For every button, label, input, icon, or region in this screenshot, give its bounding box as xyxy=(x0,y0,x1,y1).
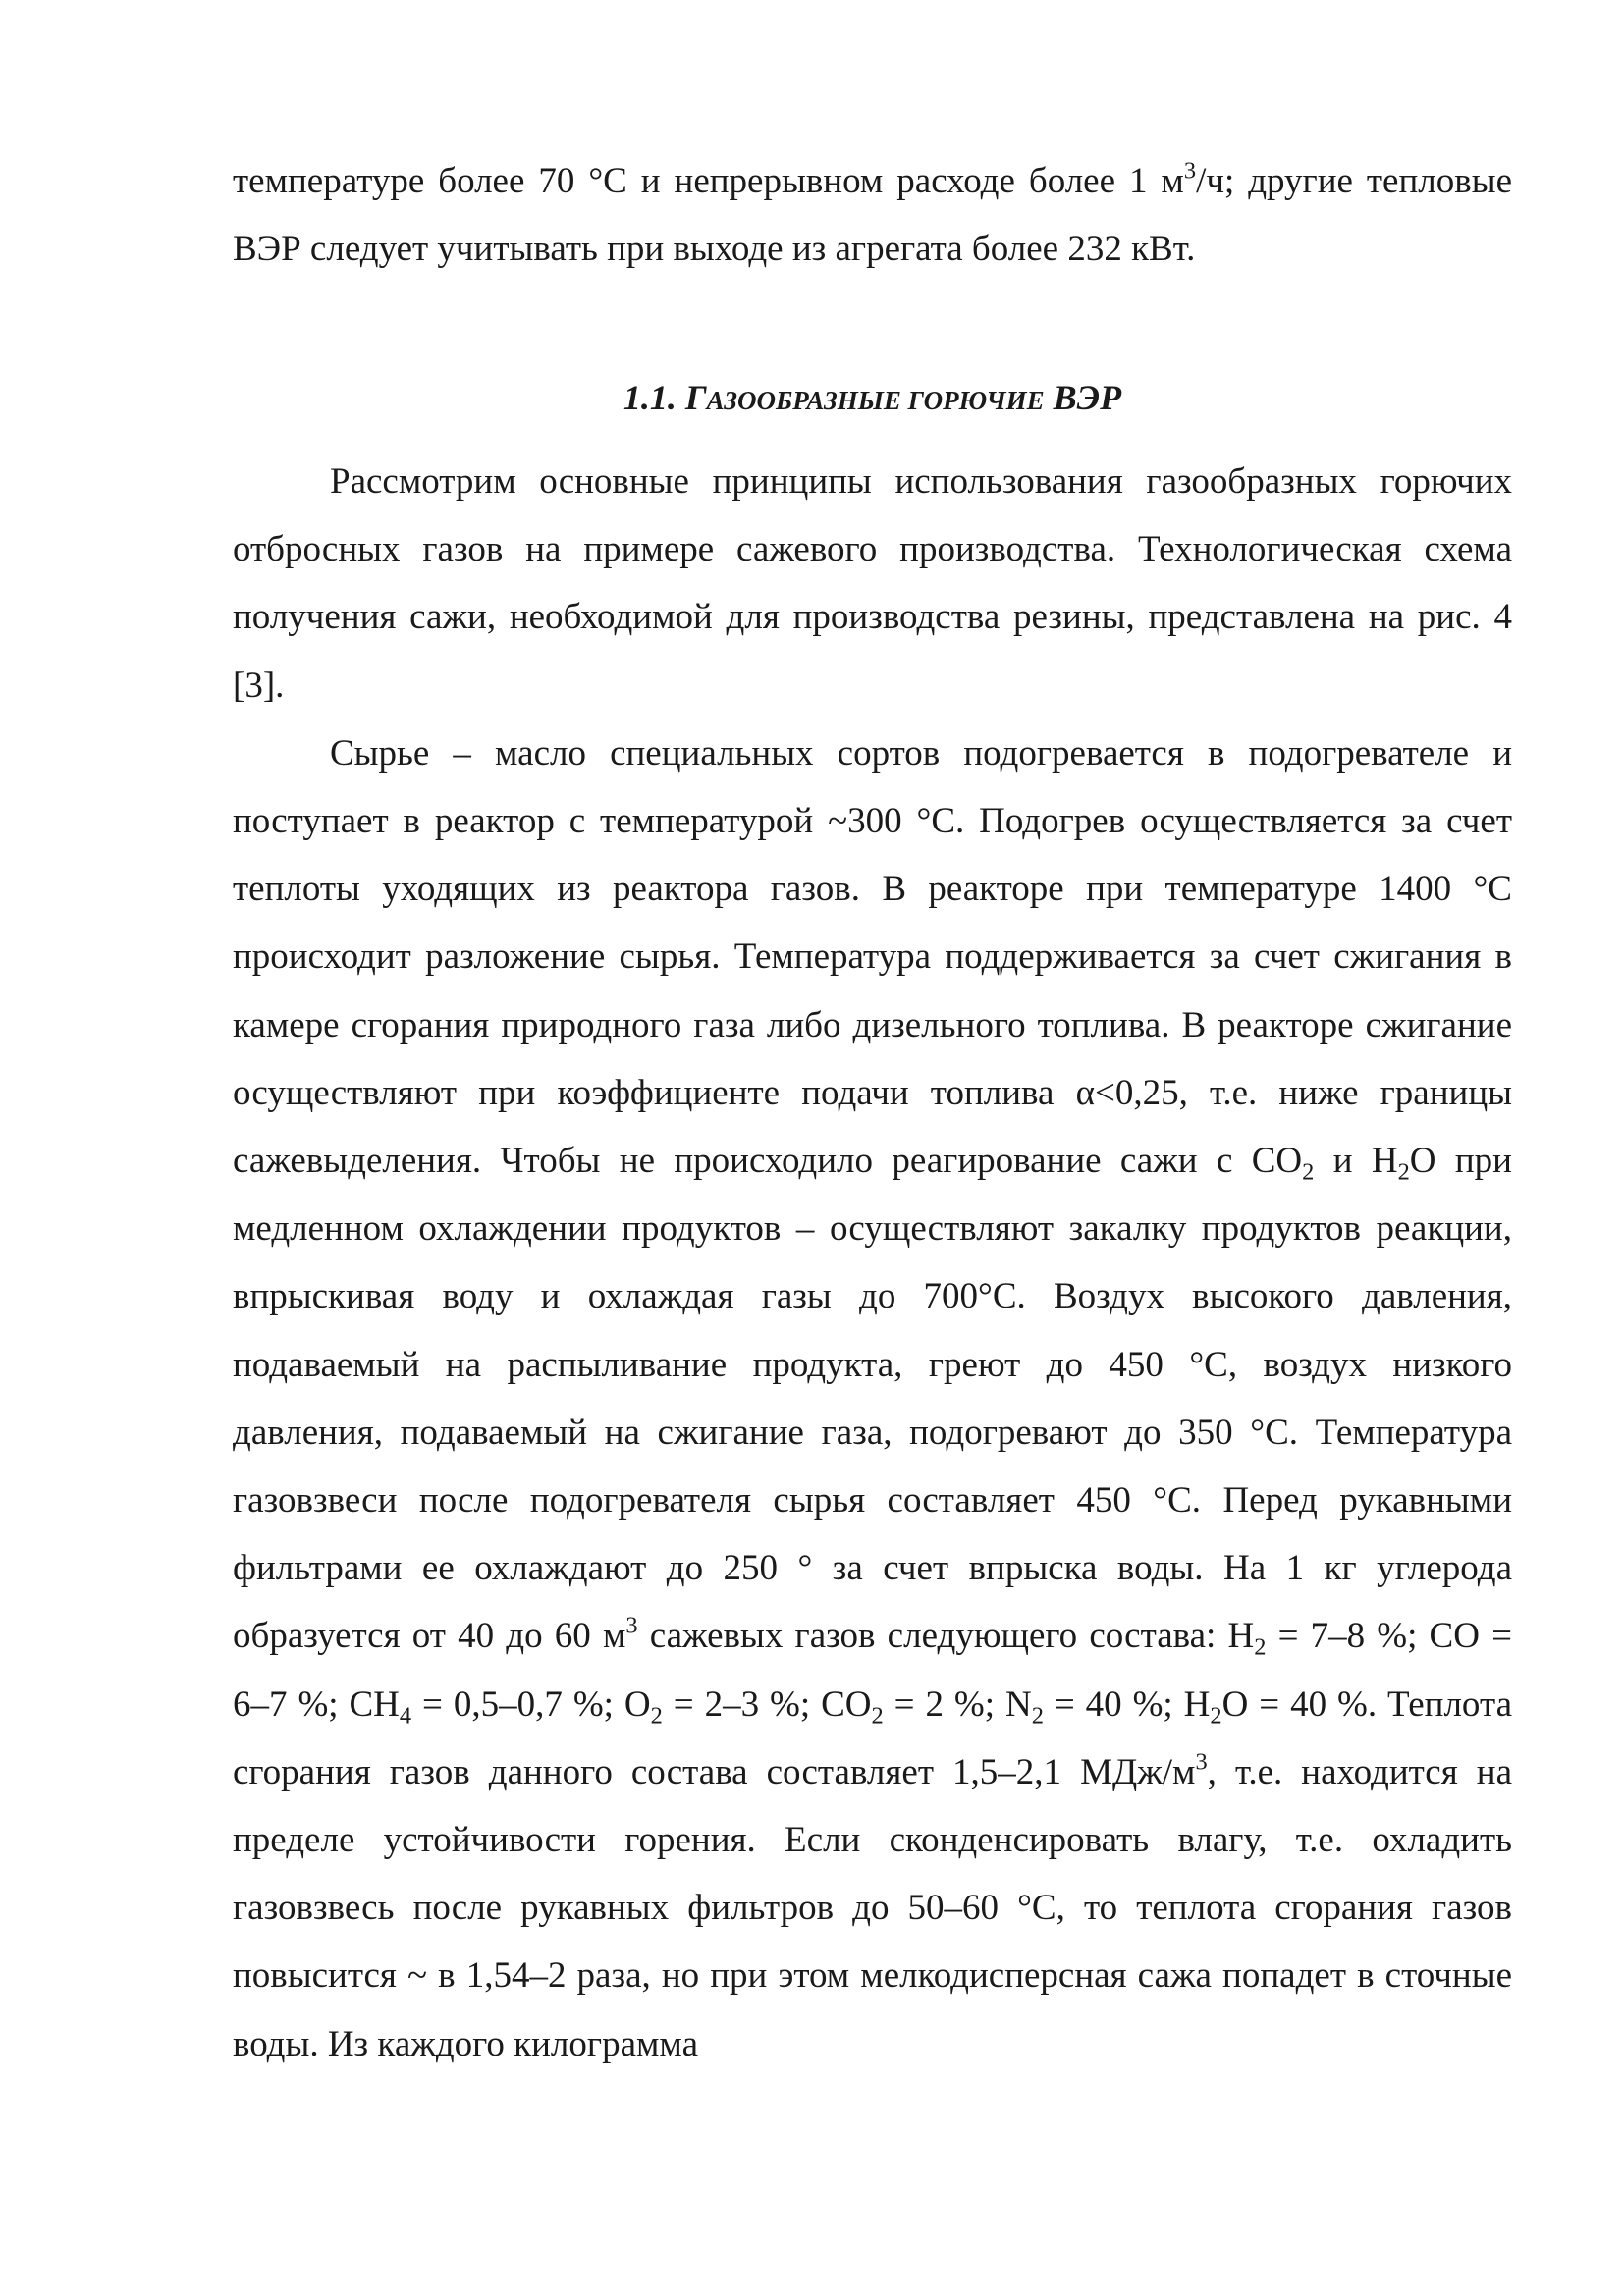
text-run: и Н xyxy=(1314,1141,1398,1182)
subscript: 2 xyxy=(1254,1633,1267,1661)
superscript: 3 xyxy=(1195,1748,1208,1776)
subscript: 2 xyxy=(650,1701,663,1729)
paragraph-2 xyxy=(233,720,1512,2078)
text-run: температуре более 70 °С и непрерывном расходе более 1 м xyxy=(233,161,1184,201)
text-run: = 2–3 %; СО xyxy=(662,1683,872,1725)
text-run: О при медленном охлаждении продуктов – осуществляют закалку продуктов реакции, впрыскивая воду и охлаждая газы до 700°С. Воздух высокого давления, подаваемый на распыливание продукта, греют до 450 °С, воздух низкого давления, подаваемый на сжигание газа, подогревают до 350 °С. Температура газовзвеси после подогревателя сырья составляет 450 °С. Перед рукавными фильтрами ее охлаждают до 250 ° за счет впрыска воды. На 1 кг углерода образуется от 40 до 60 м xyxy=(233,1141,1512,1657)
heading-initial: Г xyxy=(684,378,707,417)
heading-abbreviation: ВЭР xyxy=(1044,378,1122,417)
text-run: = 0,5–0,7 %; О xyxy=(411,1683,651,1725)
text-run: = 7–8 %; СО = 6–7 %; СН xyxy=(233,1616,1512,1725)
superscript: 3 xyxy=(1183,157,1197,185)
subscript: 2 xyxy=(1397,1158,1410,1186)
top-text-block xyxy=(233,147,1512,283)
text-run: О = 40 %. Теплота сгорания газов данного состава составляет 1,5–2,1 МДж/м xyxy=(233,1683,1512,1792)
section-number: 1.1. xyxy=(623,378,685,417)
text-run: /ч; другие тепловые ВЭР следует учитывать при выходе из агрегата более 232 кВт. xyxy=(233,161,1512,270)
text-run: = 40 %; Н xyxy=(1043,1683,1211,1725)
subscript: 2 xyxy=(871,1701,884,1729)
subscript: 2 xyxy=(1210,1701,1222,1729)
text-run: сажевых газов следующего состава: Н xyxy=(637,1616,1255,1657)
heading-smallcaps: АЗООБРАЗНЫЕ xyxy=(706,386,901,415)
heading-smallcaps: ГОРЮЧИЕ xyxy=(900,386,1045,415)
text-run: , т.е. находится на пределе устойчивости горения. Если сконденсировать влагу, т.е. охладить газовзвесь после рукавных фильтров до 50–60 °С, то теплота сгорания газов повысится ~ в 1,54–2 раза, но при этом мелкодисперсная сажа попадет в сточные воды. Из каждого килограмма xyxy=(233,1751,1512,2064)
superscript: 3 xyxy=(625,1612,638,1639)
subscript: 2 xyxy=(1302,1158,1315,1186)
body-text-block xyxy=(233,448,1512,2078)
text-run: Сырье – масло специальных сортов подогревается в подогревателе и поступает в реактор с температурой ~300 °С. Подогрев осуществляется за счет теплоты уходящих из реактора газов. В реакторе при температуре 1400 °С происходит разложение сырья. Температура поддерживается за счет сжигания в камере сгорания природного газа либо дизельного топлива. В реакторе сжигание осуществляют при коэффициенте подачи топлива α<0,25, т.е. ниже границы сажевыделения. Чтобы не происходило реагирование сажи с СО xyxy=(233,732,1512,1182)
paragraph-1: Рассмотрим основные принципы использования газообразных горючих отбросных газов на примере сажевого производства. Технологическая схема получения сажи, необходимой для производства резины, представлена на рис. 4 [3]. xyxy=(233,461,1512,706)
text-run: = 2 %; N xyxy=(883,1683,1032,1725)
subscript: 4 xyxy=(399,1701,412,1729)
subscript: 2 xyxy=(1031,1701,1044,1729)
top-paragraph xyxy=(233,147,1512,283)
section-heading xyxy=(233,368,1512,430)
